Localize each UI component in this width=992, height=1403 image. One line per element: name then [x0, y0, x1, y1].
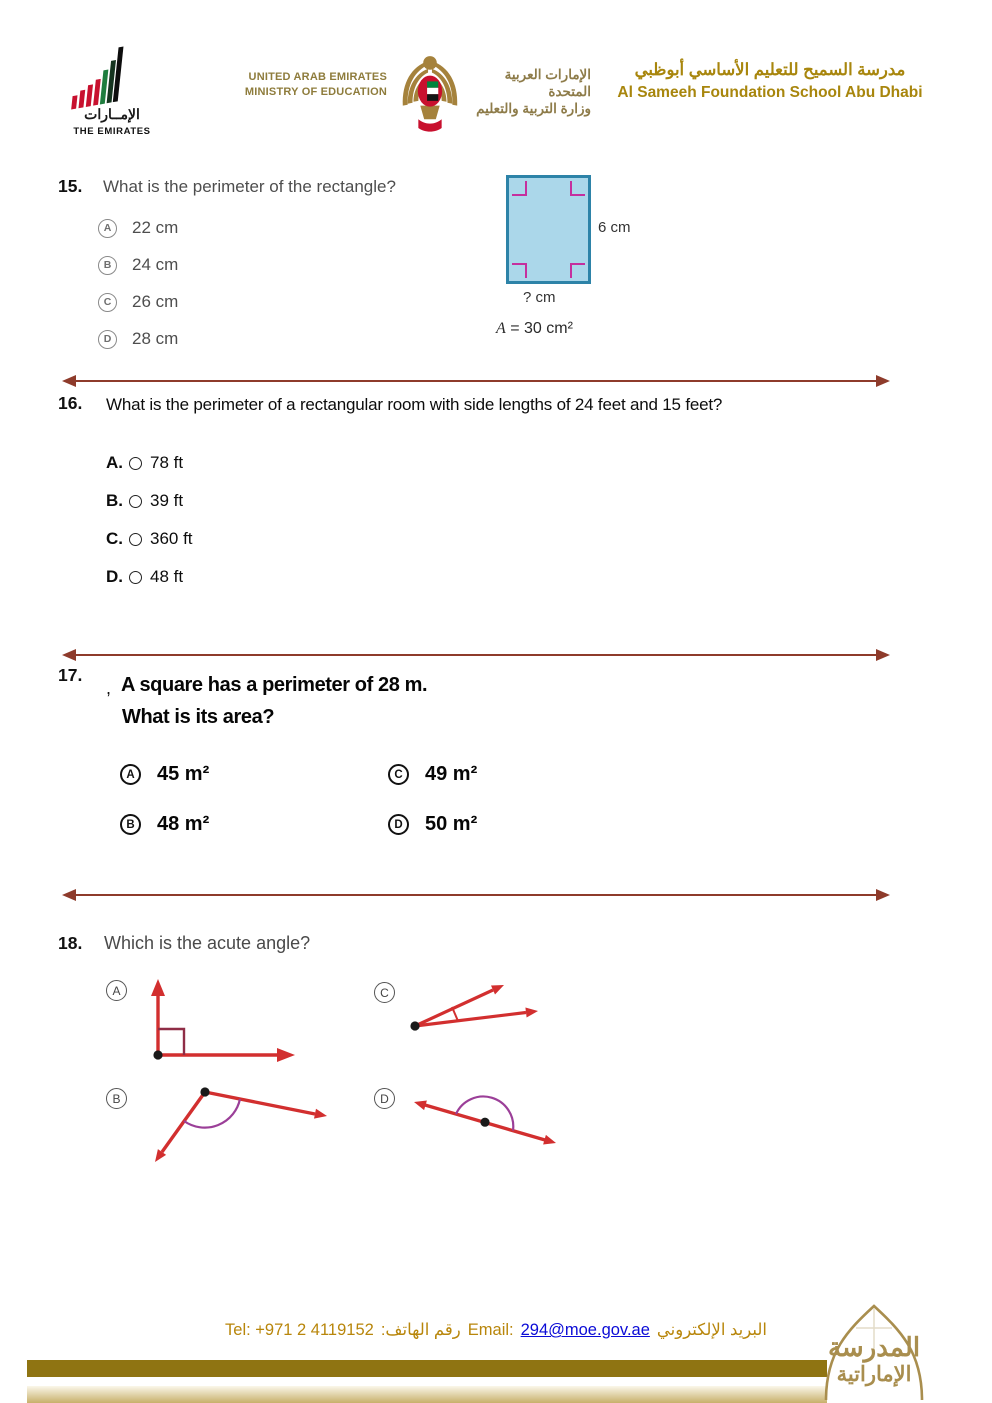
q16-option-d-letter: D. — [106, 567, 123, 586]
q15-option-b — [98, 255, 178, 275]
q16-option-b — [106, 491, 183, 511]
q17-option-a-text: 45 m² — [157, 763, 210, 785]
divider-arrow-left — [62, 375, 76, 387]
q17-option-b-text: 48 m² — [157, 813, 210, 835]
footer-email-link[interactable]: 294@moe.gov.ae — [520, 1321, 650, 1339]
q15-option-d-text: 28 cm — [132, 329, 179, 348]
q16-question: What is the perimeter of a rectangular room with side lengths of 24 feet and 15 feet? — [106, 395, 723, 414]
q15-option-b-text: 24 cm — [132, 255, 179, 274]
q18-figure-a-right-angle — [138, 973, 358, 1068]
q17-lead-mark: , — [106, 678, 112, 698]
uae-falcon-emblem — [396, 55, 464, 135]
q18-figure-c-acute-angle — [400, 978, 570, 1040]
ministry-en-line2: MINISTRY OF EDUCATION — [244, 86, 387, 98]
q16-option-d-radio — [129, 571, 142, 584]
divider-arrow-left — [62, 649, 76, 661]
school-logo-line2: الإماراتية — [836, 1363, 912, 1386]
q17-option-b — [120, 813, 209, 836]
section-divider — [62, 648, 890, 662]
q17-question-line2: What is its area? — [122, 706, 275, 728]
emirates-logo-arabic: الإمــارات — [84, 106, 140, 122]
logo-stroke — [86, 84, 93, 107]
section-divider — [62, 374, 890, 388]
q17-option-d-letter: D — [388, 814, 409, 835]
q17-option-c-letter: C — [388, 764, 409, 785]
q17-option-b-letter: B — [120, 814, 141, 835]
emirates-logo-strokes — [64, 48, 125, 109]
q17-option-c-text: 49 m² — [425, 763, 478, 785]
section-divider — [62, 888, 890, 902]
q17-question-line1: A square has a perimeter of 28 m. — [121, 674, 428, 696]
q15-option-d — [98, 329, 178, 349]
right-angle-mark — [512, 181, 527, 196]
q18-figure-d-straight-angle — [400, 1085, 580, 1160]
divider-line — [76, 654, 876, 657]
q15-option-d-letter: D — [98, 330, 117, 349]
emirates-logo — [62, 50, 162, 145]
q16-option-c-text: 360 ft — [150, 529, 193, 548]
q17-option-d — [388, 813, 477, 836]
q17-number: 17. — [58, 665, 83, 685]
q17-option-a — [120, 763, 209, 786]
q16-option-c-letter: C. — [106, 529, 123, 548]
footer-email-label: Email: — [467, 1321, 514, 1339]
q15-option-c — [98, 292, 178, 312]
q16-option-b-radio — [129, 495, 142, 508]
ministry-ar-line2: وزارة التربية والتعليم — [476, 101, 591, 116]
school-name-block — [605, 60, 935, 102]
footer-email-label-arabic: البريد الإلكتروني — [656, 1321, 767, 1339]
area-variable: A — [496, 320, 506, 337]
q16-option-a — [106, 453, 183, 473]
q15-option-c-letter: C — [98, 293, 117, 312]
area-value: = 30 cm² — [510, 320, 573, 337]
ministry-name-english — [240, 70, 387, 100]
divider-line — [76, 380, 876, 383]
q16-option-a-text: 78 ft — [150, 453, 184, 472]
q18-number: 18. — [58, 933, 83, 953]
q16-option-b-text: 39 ft — [150, 491, 184, 510]
divider-line — [76, 894, 876, 897]
right-angle-mark — [570, 263, 585, 278]
q17-option-a-letter: A — [120, 764, 141, 785]
emirates-logo-english: THE EMIRATES — [73, 126, 151, 137]
q16-option-d-text: 48 ft — [150, 567, 184, 586]
divider-arrow-right — [876, 649, 890, 661]
q15-option-c-text: 26 cm — [132, 292, 179, 311]
q17-option-c — [388, 763, 477, 786]
q15-number: 15. — [58, 176, 83, 196]
q16-option-a-radio — [129, 457, 142, 470]
q16-number: 16. — [58, 393, 83, 413]
q15-figure-area-label — [496, 320, 573, 338]
q15-question: What is the perimeter of the rectangle? — [103, 177, 396, 196]
q18-figure-a-label: A — [106, 980, 127, 1001]
q18-question: Which is the acute angle? — [104, 933, 311, 953]
divider-arrow-right — [876, 889, 890, 901]
q15-figure-side-label: 6 cm — [598, 219, 631, 236]
q18-figure-b-obtuse-angle — [135, 1082, 345, 1177]
school-name-english: Al Sameeh Foundation School Abu Dhabi — [617, 84, 923, 101]
footer-phone-label-arabic: :رقم الهاتف — [380, 1321, 461, 1339]
q16-option-c — [106, 529, 193, 549]
right-angle-mark — [512, 263, 527, 278]
q16-option-a-letter: A. — [106, 453, 123, 472]
q15-option-a-letter: A — [98, 219, 117, 238]
q15-option-a — [98, 218, 178, 238]
q16-option-b-letter: B. — [106, 491, 123, 510]
right-angle-mark — [570, 181, 585, 196]
q17-option-d-text: 50 m² — [425, 813, 478, 835]
ministry-ar-line1: الإمارات العربية المتحدة — [504, 67, 591, 99]
q16-option-d — [106, 567, 183, 587]
emirati-school-logo — [810, 1288, 938, 1403]
footer-tel: Tel: +971 2 4119152 — [225, 1321, 374, 1339]
q15-option-b-letter: B — [98, 256, 117, 275]
ministry-name-arabic — [466, 66, 591, 117]
school-logo-line1: المدرسة — [827, 1332, 921, 1362]
school-name-arabic: مدرسة السميح للتعليم الأساسي أبوظبي — [634, 61, 906, 79]
q15-option-a-text: 22 cm — [132, 218, 179, 237]
q18-figure-d-label: D — [374, 1088, 395, 1109]
footer-gradient-bar — [27, 1386, 827, 1403]
footer-gold-bar — [27, 1360, 827, 1377]
q18-figure-b-label: B — [106, 1088, 127, 1109]
ministry-en-line1: UNITED ARAB EMIRATES — [248, 71, 387, 83]
divider-arrow-right — [876, 375, 890, 387]
q15-rectangle-figure — [506, 175, 591, 284]
q16-option-c-radio — [129, 533, 142, 546]
q15-figure-base-label: ? cm — [523, 289, 556, 306]
divider-arrow-left — [62, 889, 76, 901]
q18-figure-c-label: C — [374, 982, 395, 1003]
